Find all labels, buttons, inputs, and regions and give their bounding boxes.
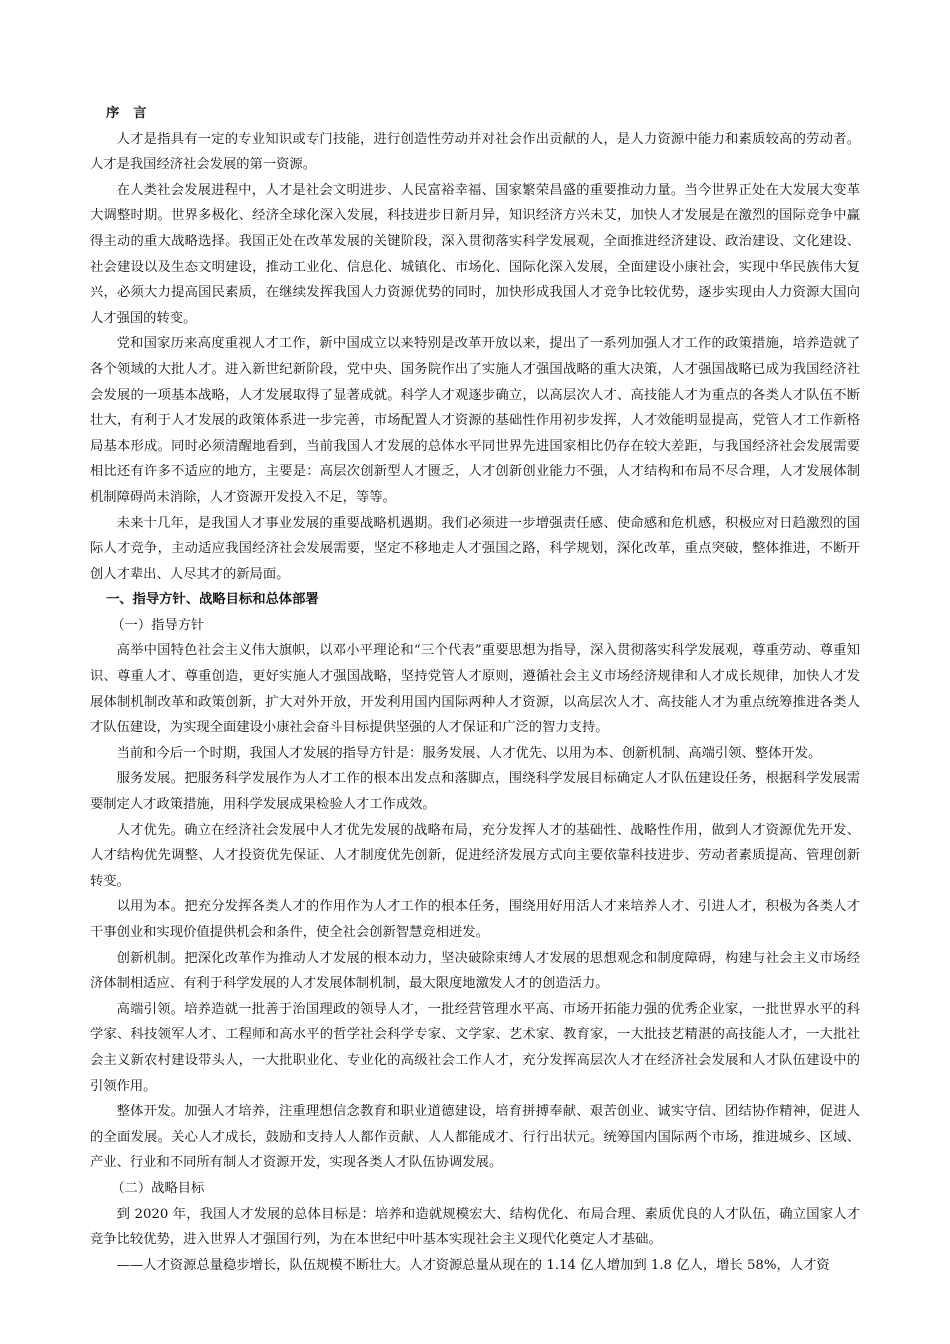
subsection-heading-guiding-principles: （一）指导方针 bbox=[111, 617, 205, 633]
document-page bbox=[90, 101, 860, 1278]
guiding-paragraph-6: 创新机制。把深化改革作为推动人才发展的根本动力，坚决破除束缚人才发展的思想观念和制度障碍，构建与社会主义市场经济体制相适应、有利于科学发展的人才发展体制机制，最大限度地激发人才的创造活力。 bbox=[90, 950, 860, 992]
subsection-heading-strategic-goals: （二）战略目标 bbox=[111, 1180, 205, 1196]
goals-paragraph-2: ——人才资源总量稳步增长，队伍规模不断壮大。人才资源总量从现在的 1.14 亿人增加到 1.8 亿人，增长 58%，人才资 bbox=[116, 1257, 830, 1273]
preface-title: 序 言 bbox=[105, 106, 149, 121]
section-heading-1: 一、指导方针、战略目标和总体部署 bbox=[105, 592, 319, 608]
preface-paragraph-1: 人才是指具有一定的专业知识或专门技能，进行创造性劳动并对社会作出贡献的人，是人力资源中能力和素质较高的劳动者。人才是我国经济社会发展的第一资源。 bbox=[90, 131, 860, 173]
goals-paragraph-1: 到 2020 年，我国人才发展的总体目标是：培养和造就规模宏大、结构优化、布局合理、素质优良的人才队伍，确立国家人才竞争比较优势，进入世界人才强国行列，为在本世纪中叶基本实现社会主义现代化奠定人才基础。 bbox=[90, 1206, 860, 1248]
guiding-paragraph-2: 当前和今后一个时期，我国人才发展的指导方针是：服务发展、人才优先、以用为本、创新机制、高端引领、整体开发。 bbox=[116, 745, 822, 761]
guiding-paragraph-5: 以用为本。把充分发挥各类人才的作用作为人才工作的根本任务，围绕用好用活人才来培养人才、引进人才，积极为各类人才干事创业和实现价值提供机会和条件，使全社会创新智慧竞相迸发。 bbox=[90, 899, 860, 940]
preface-paragraph-4: 未来十几年，是我国人才事业发展的重要战略机遇期。我们必须进一步增强责任感、使命感和危机感，积极应对日趋激烈的国际人才竞争，主动适应我国经济社会发展需要，坚定不移地走人才强国之路，科学规划，深化改革，重点突破，整体推进，不断开创人才辈出、人尽其才的新局面。 bbox=[90, 515, 860, 582]
guiding-paragraph-1: 高举中国特色社会主义伟大旗帜，以邓小平理论和“三个代表”重要思想为指导，深入贯彻落实科学发展观，尊重劳动、尊重知识、尊重人才、尊重创造，更好实施人才强国战略，坚持党管人才原则，遵循社会主义市场经济规律和人才成长规律，加快人才发展体制机制改革和政策创新，扩大对外开放，开发利用国内国际两种人才资源，以高层次人才、高技能人才为重点统筹推进各类人才队伍建设，为实现全面建设小康社会奋斗目标提供坚强的人才保证和广泛的智力支持。 bbox=[90, 643, 860, 736]
guiding-paragraph-8: 整体开发。加强人才培养，注重理想信念教育和职业道德建设，培育拼搏奉献、艰苦创业、诚实守信、团结协作精神，促进人的全面发展。关心人才成长，鼓励和支持人人都作贡献、人人都能成才、行行出状元。统筹国内国际两个市场，推进城乡、区域、产业、行业和不同所有制人才资源开发，实现各类人才队伍协调发展。 bbox=[90, 1104, 860, 1171]
guiding-paragraph-4: 人才优先。确立在经济社会发展中人才优先发展的战略布局，充分发挥人才的基础性、战略性作用，做到人才资源优先开发、人才结构优先调整、人才投资优先保证、人才制度优先创新，促进经济发展方式向主要依靠科技进步、劳动者素质提高、管理创新转变。 bbox=[90, 822, 860, 889]
guiding-paragraph-7: 高端引领。培养造就一批善于治国理政的领导人才，一批经营管理水平高、市场开拓能力强的优秀企业家，一批世界水平的科学家、科技领军人才、工程师和高水平的哲学社会科学专家、文学家、艺术家、教育家，一大批技艺精湛的高技能人才，一大批社会主义新农村建设带头人，一大批职业化、专业化的高级社会工作人才，充分发挥高层次人才在经济社会发展和人才队伍建设中的引领作用。 bbox=[90, 1001, 860, 1094]
preface-paragraph-2: 在人类社会发展进程中，人才是社会文明进步、人民富裕幸福、国家繁荣昌盛的重要推动力量。当今世界正处在大发展大变革大调整时期。世界多极化、经济全球化深入发展，科技进步日新月异，知识经济方兴未艾，加快人才发展是在激烈的国际竞争中赢得主动的重大战略选择。我国正处在改革发展的关键阶段，深入贯彻落实科学发展观，全面推进经济建设、政治建设、文化建设、社会建设以及生态文明建设，推动工业化、信息化、城镇化、市场化、国际化深入发展，全面建设小康社会，实现中华民族伟大复兴，必须大力提高国民素质，在继续发挥我国人力资源优势的同时，加快形成我国人才竞争比较优势，逐步实现由人力资源大国向人才强国的转变。 bbox=[90, 182, 860, 326]
guiding-paragraph-3: 服务发展。把服务科学发展作为人才工作的根本出发点和落脚点，围绕科学发展目标确定人才队伍建设任务，根据科学发展需要制定人才政策措施，用科学发展成果检验人才工作成效。 bbox=[90, 771, 860, 813]
preface-paragraph-3: 党和国家历来高度重视人才工作，新中国成立以来特别是改革开放以来，提出了一系列加强人才工作的政策措施，培养造就了各个领域的大批人才。进入新世纪新阶段，党中央、国务院作出了实施人才强国战略的重大决策，人才强国战略已成为我国经济社会发展的一项基本战略，人才发展取得了显著成就。科学人才观逐步确立，以高层次人才、高技能人才为重点的各类人才队伍不断壮大，有利于人才发展的政策体系进一步完善，市场配置人才资源的基础性作用初步发挥，人才效能明显提高，党管人才工作新格局基本形成。同时必须清醒地看到，当前我国人才发展的总体水平同世界先进国家相比仍存在较大差距，与我国经济社会发展需要相比还有许多不适应的地方，主要是：高层次创新型人才匮乏，人才创新创业能力不强，人才结构和布局不尽合理，人才发展体制机制障碍尚未消除，人才资源开发投入不足，等等。 bbox=[90, 336, 860, 505]
